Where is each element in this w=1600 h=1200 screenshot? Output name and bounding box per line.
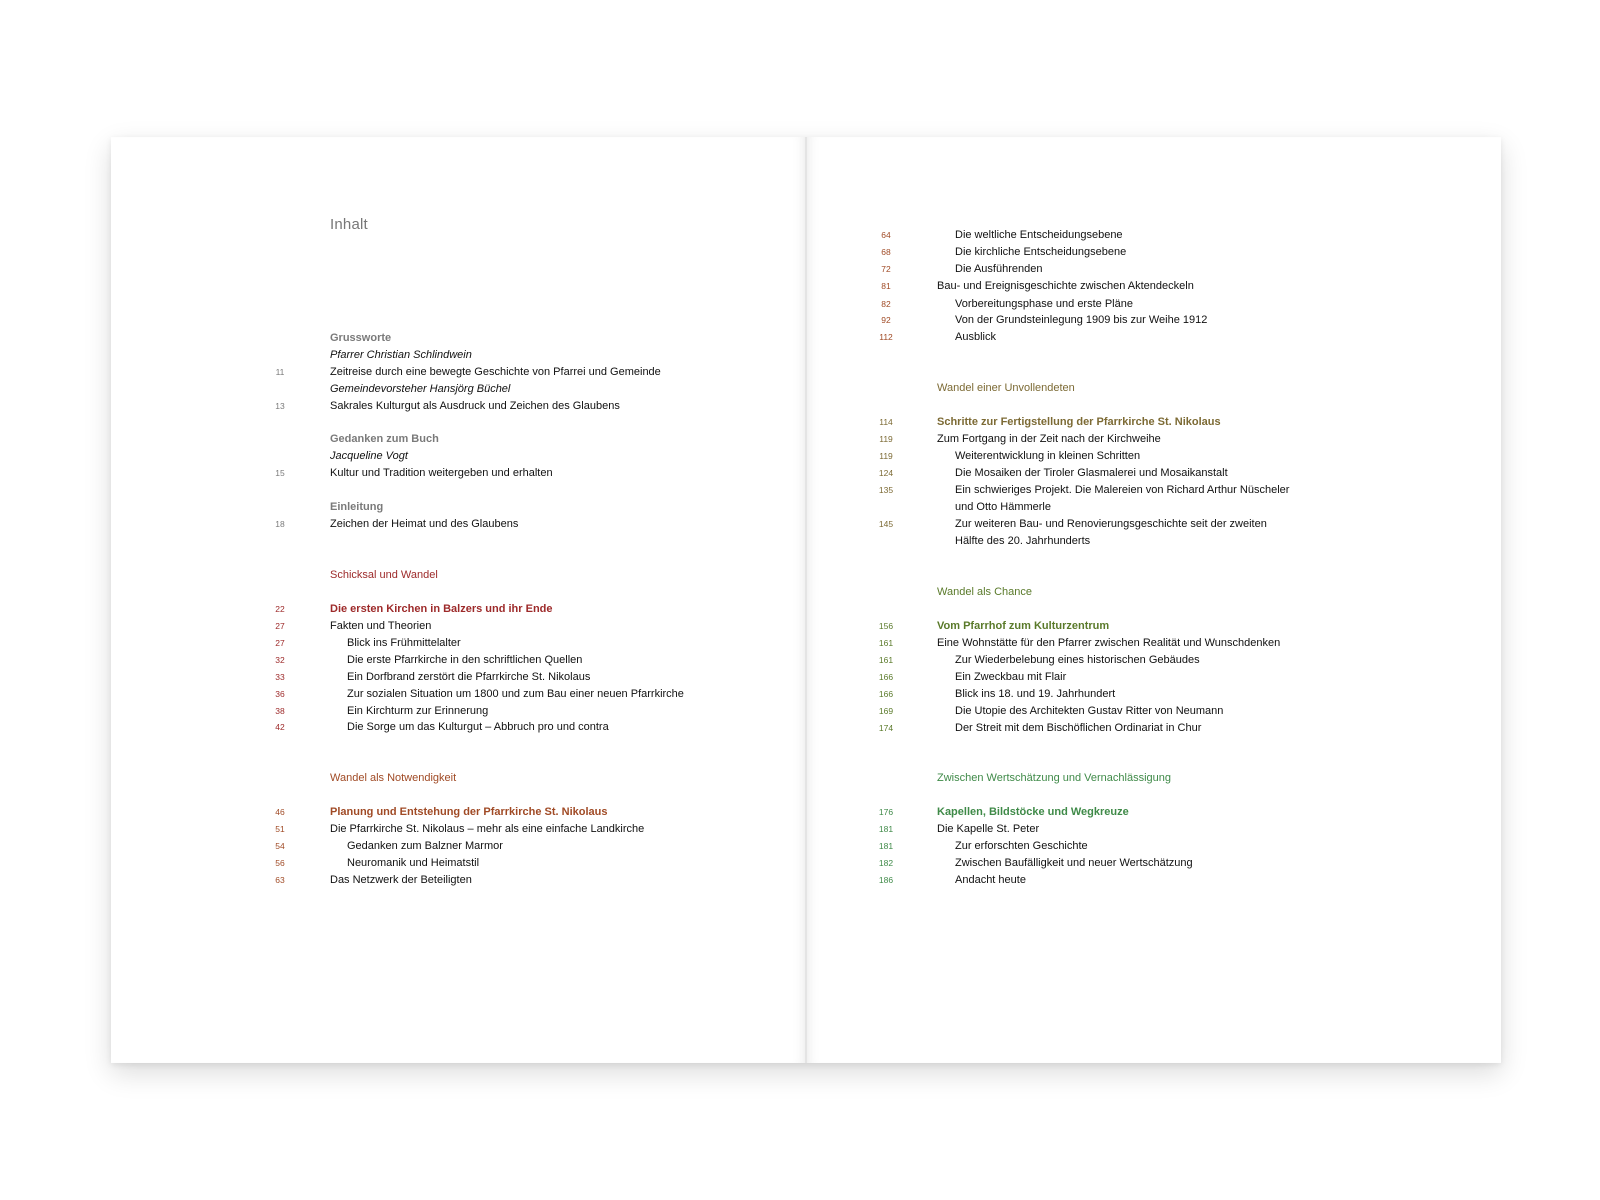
toc-entry xyxy=(806,261,1501,278)
toc-entry-text: Ausblick xyxy=(955,331,996,343)
toc-entry xyxy=(806,329,1501,346)
toc-entry xyxy=(806,855,1501,872)
toc-entry xyxy=(111,601,806,618)
toc-page-number: 27 xyxy=(275,638,285,648)
toc-entry-text: Gedanken zum Buch xyxy=(330,433,439,445)
toc-page-number: 112 xyxy=(879,332,893,342)
toc-entry-text: Einleitung xyxy=(330,501,384,513)
toc-page-number: 119 xyxy=(879,451,893,461)
toc-page-number: 68 xyxy=(881,247,891,257)
toc-entry-text: Von der Grundsteinlegung 1909 bis zur Weihe 1912 xyxy=(955,314,1208,326)
toc-page-number: 46 xyxy=(275,807,285,817)
toc-entry xyxy=(111,330,806,347)
toc-entry-text: Kapellen, Bildstöcke und Wegkreuze xyxy=(937,806,1129,818)
toc-entry xyxy=(111,838,806,855)
toc-page-number: 81 xyxy=(881,281,891,291)
toc-entry-text: Wandel als Notwendigkeit xyxy=(330,772,457,784)
toc-entry-text: Planung und Entstehung der Pfarrkirche St. Nikolaus xyxy=(330,806,608,818)
toc-entry-text: Zeichen der Heimat und des Glaubens xyxy=(330,518,519,530)
toc-page-number: 18 xyxy=(275,519,285,529)
toc-entry xyxy=(806,431,1501,448)
toc-entry xyxy=(806,499,1501,516)
toc-entry-text: Die Sorge um das Kulturgut – Abbruch pro und contra xyxy=(347,721,609,733)
toc-entry xyxy=(806,686,1501,703)
toc-entry-text: Jacqueline Vogt xyxy=(330,450,408,462)
spine-gutter xyxy=(805,137,807,1063)
toc-page-number: 63 xyxy=(275,875,285,885)
toc-entry xyxy=(111,855,806,872)
toc-entry-text: Weiterentwicklung in kleinen Schritten xyxy=(955,450,1141,462)
toc-entry xyxy=(806,703,1501,720)
toc-page-number: 32 xyxy=(275,655,285,665)
toc-entry xyxy=(111,669,806,686)
toc-entry-text: Die Pfarrkirche St. Nikolaus – mehr als eine einfache Landkirche xyxy=(330,823,645,835)
toc-page-number: 64 xyxy=(881,230,891,240)
toc-entry xyxy=(806,278,1501,295)
toc-entry-text: Ein Dorfbrand zerstört die Pfarrkirche St. Nikolaus xyxy=(347,671,591,683)
toc-entry-text: Blick ins 18. und 19. Jahrhundert xyxy=(955,688,1116,700)
toc-entry-text: Zur sozialen Situation um 1800 und zum Bau einer neuen Pfarrkirche xyxy=(347,688,684,700)
toc-entry xyxy=(806,516,1501,533)
toc-entry-text: Zwischen Wertschätzung und Vernachlässigung xyxy=(937,772,1171,784)
toc-page-number: 42 xyxy=(275,722,285,732)
toc-page-number: 13 xyxy=(275,401,285,411)
toc-entry xyxy=(806,618,1501,635)
toc-entry-text: Ein schwieriges Projekt. Die Malereien von Richard Arthur Nüscheler xyxy=(955,484,1290,496)
toc-entry xyxy=(111,347,806,364)
toc-page-number: 135 xyxy=(878,485,894,495)
toc-entry-text: Fakten und Theorien xyxy=(330,620,432,632)
toc-entry xyxy=(806,720,1501,737)
toc-page-number: 54 xyxy=(275,841,285,851)
toc-entry-text: Kultur und Tradition weitergeben und erhalten xyxy=(330,467,553,479)
toc-entry xyxy=(806,770,1501,787)
toc-page-number: 56 xyxy=(275,858,285,868)
toc-entry-text: Zur weiteren Bau- und Renovierungsgeschichte seit der zweiten xyxy=(955,518,1267,530)
toc-entry xyxy=(111,618,806,635)
toc-entry xyxy=(111,703,806,720)
toc-page-number: 51 xyxy=(275,824,285,834)
toc-entry-text: Schritte zur Fertigstellung der Pfarrkirche St. Nikolaus xyxy=(937,416,1221,428)
toc-page-number: 176 xyxy=(878,807,894,817)
toc-entry xyxy=(111,499,806,516)
toc-entry-text: Zum Fortgang in der Zeit nach der Kirchweihe xyxy=(937,433,1161,445)
toc-entry-text: Die Kapelle St. Peter xyxy=(937,823,1040,835)
toc-entry xyxy=(111,431,806,448)
toc-entry-text: Ein Zweckbau mit Flair xyxy=(955,671,1067,683)
toc-entry-text: und Otto Hämmerle xyxy=(955,501,1051,513)
toc-page-number: 27 xyxy=(275,621,285,631)
toc-page-number: 181 xyxy=(878,824,894,834)
toc-entry xyxy=(111,398,806,415)
toc-entry xyxy=(806,584,1501,601)
toc-entry xyxy=(111,381,806,398)
toc-entry-text: Die kirchliche Entscheidungsebene xyxy=(955,246,1127,258)
toc-entry-text: Bau- und Ereignisgeschichte zwischen Aktendeckeln xyxy=(937,280,1194,292)
toc-entry xyxy=(806,482,1501,499)
toc-entry xyxy=(111,686,806,703)
toc-entry-text: Vom Pfarrhof zum Kulturzentrum xyxy=(937,620,1110,632)
toc-page-number: 182 xyxy=(878,858,894,868)
toc-page-number: 145 xyxy=(878,519,894,529)
toc-entry xyxy=(111,516,806,533)
toc-entry-text: Blick ins Frühmittelalter xyxy=(347,637,461,649)
toc-entry xyxy=(111,804,806,821)
toc-entry xyxy=(806,414,1501,431)
toc-page-number: 156 xyxy=(878,621,894,631)
toc-page-number: 186 xyxy=(878,875,894,885)
toc-page-number: 161 xyxy=(878,638,894,648)
toc-entry xyxy=(806,838,1501,855)
toc-page-number: 22 xyxy=(275,604,285,614)
toc-page-number: 169 xyxy=(878,706,894,716)
toc-page-number: 161 xyxy=(878,655,894,665)
toc-entry xyxy=(806,652,1501,669)
toc-entry-text: Die Utopie des Architekten Gustav Ritter von Neumann xyxy=(955,705,1224,717)
toc-entry-text: Gemeindevorsteher Hansjörg Büchel xyxy=(330,383,511,395)
toc-entry-text: Grussworte xyxy=(330,332,392,344)
toc-entry xyxy=(806,448,1501,465)
toc-page-number: 119 xyxy=(879,434,893,444)
book-spread xyxy=(111,137,1501,1063)
toc-entry-text: Zur Wiederbelebung eines historischen Gebäudes xyxy=(955,654,1200,666)
toc-entry xyxy=(806,296,1501,313)
toc-entry-text: Zur erforschten Geschichte xyxy=(955,840,1088,852)
toc-entry-text: Die Ausführenden xyxy=(955,263,1043,275)
toc-entry xyxy=(806,244,1501,261)
toc-entry xyxy=(111,872,806,889)
right-page xyxy=(806,137,1501,1063)
toc-entry-text: Gedanken zum Balzner Marmor xyxy=(347,840,503,852)
toc-entry-text: Pfarrer Christian Schlindwein xyxy=(330,349,472,361)
toc-entry xyxy=(806,465,1501,482)
toc-entry xyxy=(806,380,1501,397)
toc-title: Inhalt xyxy=(330,216,368,233)
toc-entry xyxy=(111,448,806,465)
toc-entry-text: Der Streit mit dem Bischöflichen Ordinariat in Chur xyxy=(955,722,1202,734)
toc-entry xyxy=(111,364,806,381)
toc-entry-text: Sakrales Kulturgut als Ausdruck und Zeichen des Glaubens xyxy=(330,400,620,412)
toc-entry-text: Wandel einer Unvollendeten xyxy=(937,382,1075,394)
toc-page-number: 92 xyxy=(881,315,891,325)
toc-entry xyxy=(111,652,806,669)
toc-entry-text: Ein Kirchturm zur Erinnerung xyxy=(347,705,489,717)
toc-page-number: 82 xyxy=(881,299,891,309)
toc-entry xyxy=(111,821,806,838)
toc-entry-text: Die Mosaiken der Tiroler Glasmalerei und Mosaikanstalt xyxy=(955,467,1228,479)
toc-entry-text: Neuromanik und Heimatstil xyxy=(347,857,480,869)
toc-entry xyxy=(806,804,1501,821)
toc-entry-text: Die erste Pfarrkirche in den schriftlichen Quellen xyxy=(347,654,583,666)
toc-entry-text: Zeitreise durch eine bewegte Geschichte von Pfarrei und Gemeinde xyxy=(330,366,661,378)
toc-page-number: 166 xyxy=(878,689,894,699)
toc-page-number: 33 xyxy=(275,672,285,682)
toc-entry xyxy=(806,227,1501,244)
toc-entry-text: Schicksal und Wandel xyxy=(330,569,438,581)
left-page xyxy=(111,137,806,1063)
toc-entry xyxy=(806,669,1501,686)
toc-entry-text: Die ersten Kirchen in Balzers und ihr Ende xyxy=(330,603,553,615)
toc-entry xyxy=(806,872,1501,889)
toc-entry xyxy=(111,635,806,652)
toc-page-number: 72 xyxy=(881,264,891,274)
toc-entry xyxy=(806,635,1501,652)
toc-page-number: 124 xyxy=(878,468,894,478)
toc-page-number: 114 xyxy=(879,417,893,427)
toc-entry-text: Eine Wohnstätte für den Pfarrer zwischen Realität und Wunschdenken xyxy=(937,637,1281,649)
toc-entry xyxy=(111,465,806,482)
toc-entry xyxy=(806,821,1501,838)
toc-entry xyxy=(111,719,806,736)
toc-page-number: 174 xyxy=(878,723,894,733)
toc-page-number: 166 xyxy=(878,672,894,682)
toc-entry-text: Hälfte des 20. Jahrhunderts xyxy=(955,535,1091,547)
toc-entry-text: Die weltliche Entscheidungsebene xyxy=(955,229,1123,241)
toc-entry-text: Andacht heute xyxy=(955,874,1026,886)
toc-entry xyxy=(111,567,806,584)
toc-page-number: 15 xyxy=(275,468,285,478)
toc-entry xyxy=(806,312,1501,329)
toc-entry-text: Wandel als Chance xyxy=(937,586,1032,598)
toc-entry-text: Zwischen Baufälligkeit und neuer Wertschätzung xyxy=(955,857,1193,869)
toc-page-number: 11 xyxy=(275,367,285,377)
toc-page-number: 181 xyxy=(878,841,894,851)
toc-page-number: 38 xyxy=(275,706,285,716)
toc-entry-text: Vorbereitungsphase und erste Pläne xyxy=(955,298,1133,310)
toc-entry xyxy=(806,533,1501,550)
toc-page-number: 36 xyxy=(275,689,285,699)
toc-entry-text: Das Netzwerk der Beteiligten xyxy=(330,874,472,886)
toc-entry xyxy=(111,770,806,787)
